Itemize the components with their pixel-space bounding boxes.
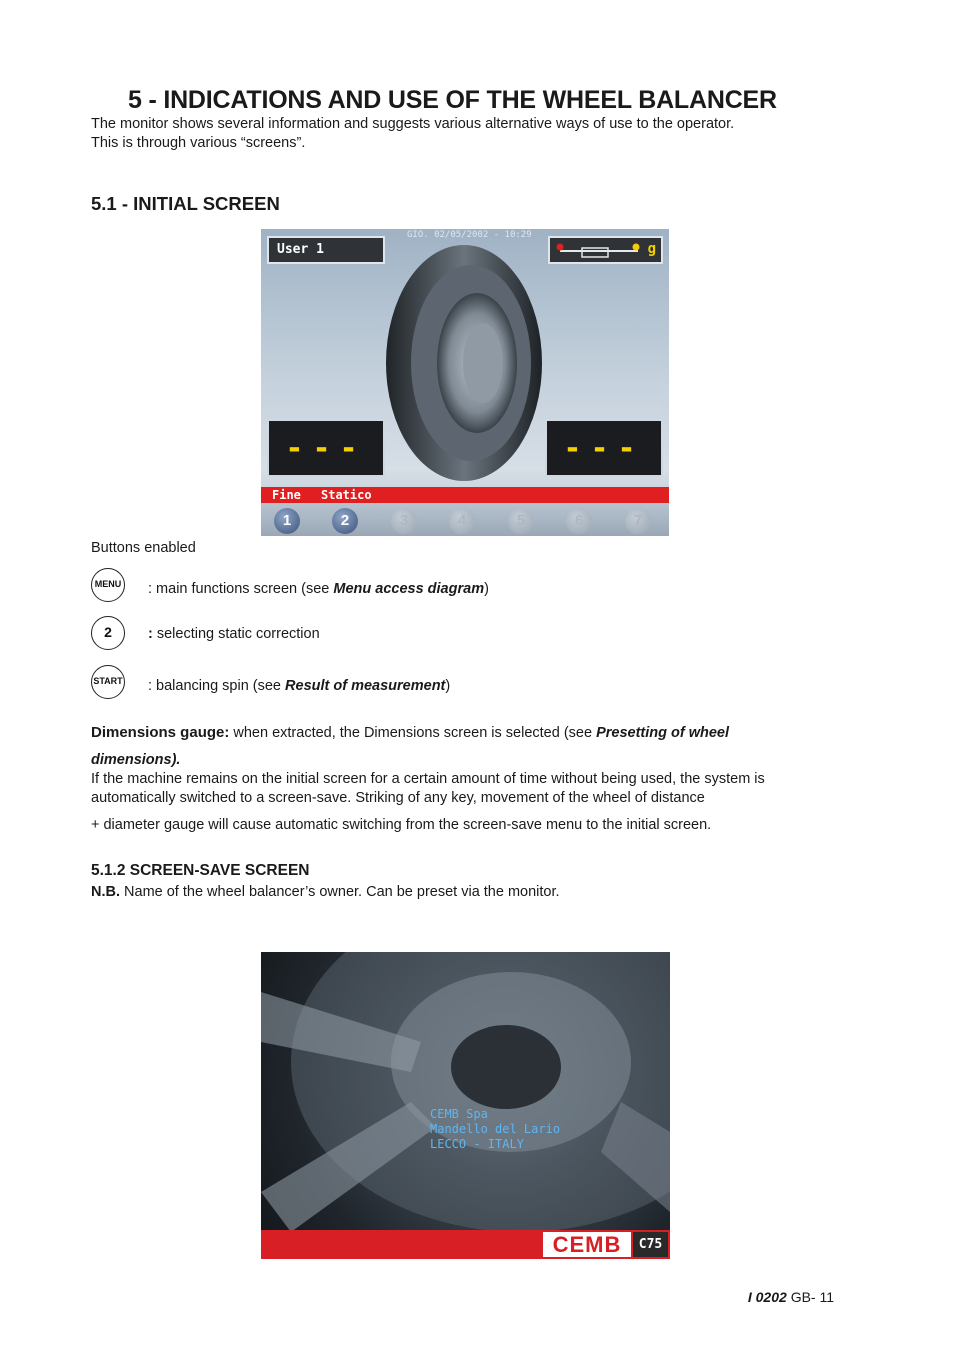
intro-line-2: This is through various “screens”. (91, 135, 306, 151)
page-title: 5 - INDICATIONS AND USE OF THE WHEEL BALANCER (128, 86, 777, 114)
wheel-rim-graphic (261, 952, 670, 1232)
screen-save-para-line-3: + diameter gauge will cause automatic switching from the screen-save menu to the initial screen. (91, 817, 712, 833)
wheel-position-indicator (548, 236, 663, 264)
menu-key-icon: MENU (91, 568, 125, 602)
left-weight-display: --- (267, 419, 385, 477)
function-button-row (261, 503, 669, 536)
owner-line-2: Mandello del Lario (430, 1122, 561, 1136)
screen-button-2: 2 (332, 508, 358, 534)
screen-button-1: 1 (274, 508, 300, 534)
model-badge: C75 (633, 1232, 668, 1257)
nb-note: N.B. Name of the wheel balancer’s owner. Can be preset via the monitor. (91, 884, 560, 900)
screen-button-4: 4 (449, 508, 475, 534)
tyre-graphic (379, 241, 549, 486)
screen-button-3: 3 (391, 508, 417, 534)
function-label-bar (261, 487, 669, 503)
function-label-fine: Fine (272, 488, 301, 502)
screen-save-image (261, 952, 670, 1259)
dimensions-gauge-link-cont: dimensions). (91, 752, 181, 768)
wheel-profile-icon (554, 239, 644, 263)
buttons-enabled-label: Buttons enabled (91, 540, 196, 556)
screen-button-7: 7 (625, 508, 651, 534)
screen-button-5: 5 (508, 508, 534, 534)
key-2-description: : selecting static correction (148, 626, 320, 642)
user-box: User 1 (267, 236, 385, 264)
start-key-description: : balancing spin (see Result of measurement) (148, 678, 451, 694)
function-label-statico: Statico (321, 488, 372, 502)
section-heading-screen-save: 5.1.2 SCREEN-SAVE SCREEN (91, 862, 310, 879)
screen-button-6: 6 (566, 508, 592, 534)
section-heading-initial-screen: 5.1 - INITIAL SCREEN (91, 193, 280, 214)
unit-label: g (647, 241, 656, 257)
owner-line-1: CEMB Spa (430, 1107, 488, 1121)
datetime-readout: GIO. 02/05/2002 - 10:29 (407, 230, 532, 240)
start-key-icon: START (91, 665, 125, 699)
owner-line-3: LECCO - ITALY (430, 1137, 524, 1151)
screen-save-para-line-2: automatically switched to a screen-save. Striking of any key, movement of the wheel of distance (91, 790, 705, 806)
page-footer: I 0202 GB- 11 (747, 1289, 834, 1305)
right-weight-display: --- (545, 419, 663, 477)
menu-key-description: : main functions screen (see Menu access diagram) (148, 581, 489, 597)
dimensions-gauge-paragraph: Dimensions gauge: when extracted, the Dimensions screen is selected (see Presetting of wheel (91, 724, 730, 741)
initial-screen-image (261, 229, 669, 536)
screen-save-para-line-1: If the machine remains on the initial screen for a certain amount of time without being used, the system is (91, 771, 765, 787)
intro-line-1: The monitor shows several information and suggests various alternative ways of use to the operator. (91, 116, 735, 132)
cemb-logo: CEMB (543, 1232, 631, 1257)
brand-bar (261, 1230, 670, 1259)
key-2-icon: 2 (91, 616, 125, 650)
